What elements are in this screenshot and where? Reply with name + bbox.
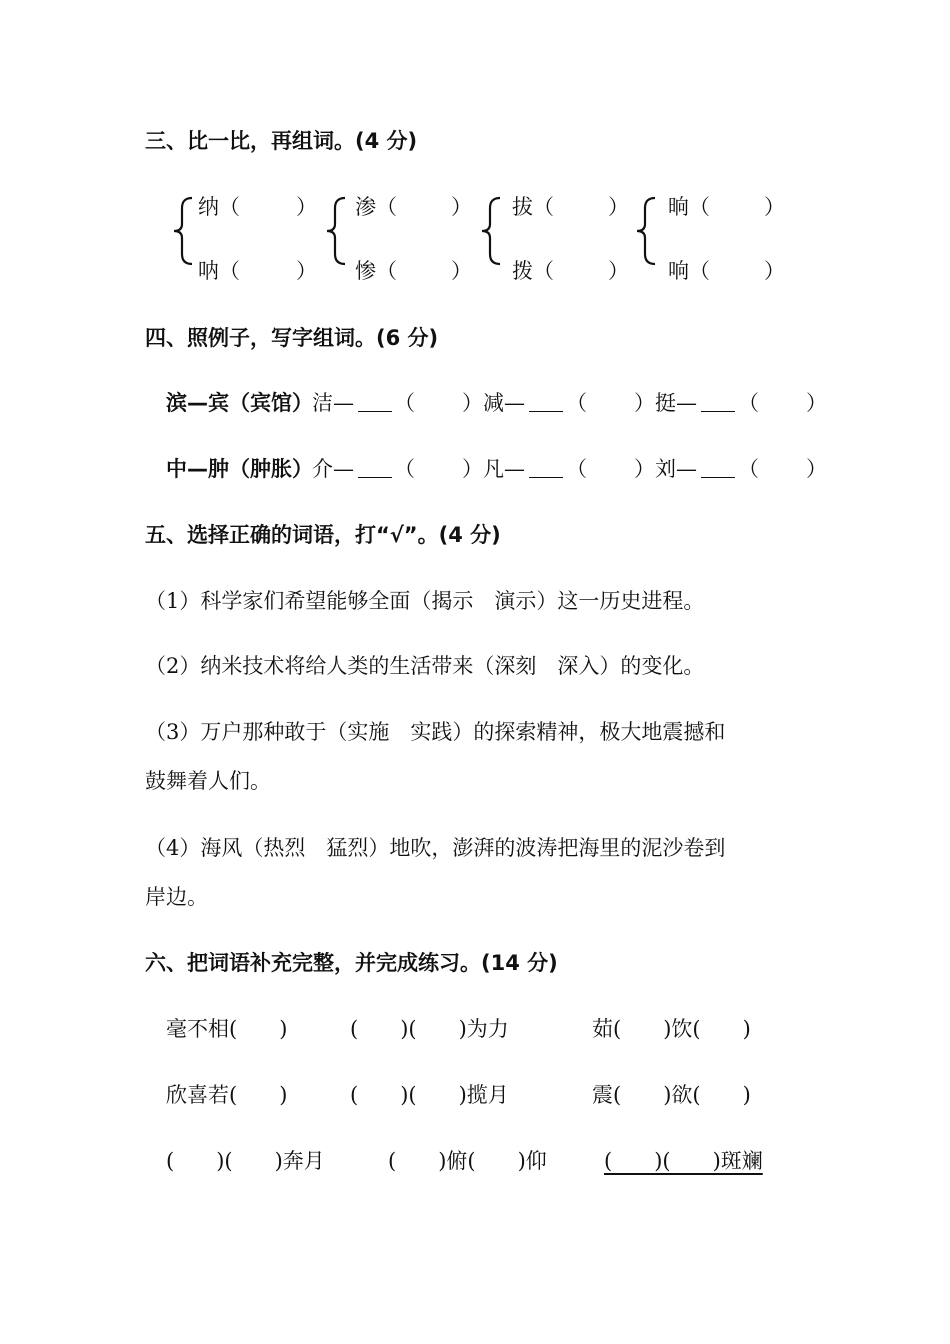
answer-blank[interactable] <box>701 459 735 478</box>
close-paren: ） <box>296 195 317 219</box>
question-line: （1）科学家们希望能够全面（揭示 演示）这一历史进程。 <box>145 589 705 613</box>
brace-icon <box>480 196 502 266</box>
pair-4-bottom: 响（ <box>668 259 710 283</box>
section-3-title: 三、比一比，再组词。(4 分) <box>145 129 418 153</box>
idiom-item: 茹( )饮( ) <box>592 1017 751 1041</box>
example-2: 中—肿（肿胀） <box>166 457 313 481</box>
close-paren: ） <box>806 457 827 481</box>
question-line: 岸边。 <box>145 885 208 909</box>
close-paren: ） <box>462 391 483 415</box>
answer-blank[interactable] <box>529 393 563 412</box>
idiom-item: 震( )欲( ) <box>592 1083 751 1107</box>
brace-icon <box>325 196 347 266</box>
close-paren: ） <box>296 259 317 283</box>
open-paren: （ <box>566 391 587 415</box>
item-2-1: 介— <box>312 457 354 481</box>
idiom-item: 欣喜若( ) <box>166 1083 288 1107</box>
close-paren: ） <box>462 457 483 481</box>
answer-blank[interactable] <box>358 459 392 478</box>
close-paren: ） <box>451 195 472 219</box>
close-paren: ） <box>451 259 472 283</box>
pair-1-bottom: 呐（ <box>198 259 240 283</box>
answer-blank[interactable] <box>358 393 392 412</box>
close-paren: ） <box>806 391 827 415</box>
close-paren: ） <box>608 259 629 283</box>
pair-3-bottom: 拨（ <box>512 259 554 283</box>
idiom-item: ( )俯( )仰 <box>388 1149 547 1173</box>
example-1: 滨—宾（宾馆） <box>166 391 313 415</box>
idiom-item: ( )( )奔月 <box>166 1149 325 1173</box>
open-paren: （ <box>738 391 759 415</box>
pair-2-bottom: 惨（ <box>355 259 397 283</box>
item-2-3: 刘— <box>655 457 697 481</box>
item-1-1: 洁— <box>312 391 354 415</box>
idiom-item: ( )( )揽月 <box>350 1083 509 1107</box>
open-paren: （ <box>738 457 759 481</box>
open-paren: （ <box>566 457 587 481</box>
section-6-title: 六、把词语补充完整，并完成练习。(14 分) <box>145 951 558 975</box>
pair-2-top: 渗（ <box>355 195 397 219</box>
open-paren: （ <box>394 391 415 415</box>
open-paren: （ <box>394 457 415 481</box>
question-line: （3）万户那种敢于（实施 实践）的探索精神，极大地震撼和 <box>145 720 726 744</box>
brace-icon <box>172 196 194 266</box>
answer-blank[interactable] <box>529 459 563 478</box>
question-line: 鼓舞着人们。 <box>145 769 271 793</box>
pair-4-top: 晌（ <box>668 195 710 219</box>
close-paren: ） <box>634 391 655 415</box>
question-line: （2）纳米技术将给人类的生活带来（深刻 深入）的变化。 <box>145 654 705 678</box>
pair-3-top: 拔（ <box>512 195 554 219</box>
answer-blank[interactable] <box>701 393 735 412</box>
idiom-item-underlined: ( )( )斑斓 <box>604 1149 763 1173</box>
idiom-item: 毫不相( ) <box>166 1017 288 1041</box>
question-line: （4）海风（热烈 猛烈）地吹，澎湃的波涛把海里的泥沙卷到 <box>145 836 726 860</box>
brace-icon <box>635 196 657 266</box>
item-1-3: 挺— <box>655 391 697 415</box>
section-4-title: 四、照例子，写字组词。(6 分) <box>145 326 439 350</box>
idiom-item: ( )( )为力 <box>350 1017 509 1041</box>
close-paren: ） <box>764 259 785 283</box>
item-1-2: 减— <box>483 391 525 415</box>
close-paren: ） <box>764 195 785 219</box>
section-5-title: 五、选择正确的词语，打“√”。(4 分) <box>145 523 501 547</box>
pair-1-top: 纳（ <box>198 195 240 219</box>
close-paren: ） <box>608 195 629 219</box>
close-paren: ） <box>634 457 655 481</box>
item-2-2: 凡— <box>483 457 525 481</box>
